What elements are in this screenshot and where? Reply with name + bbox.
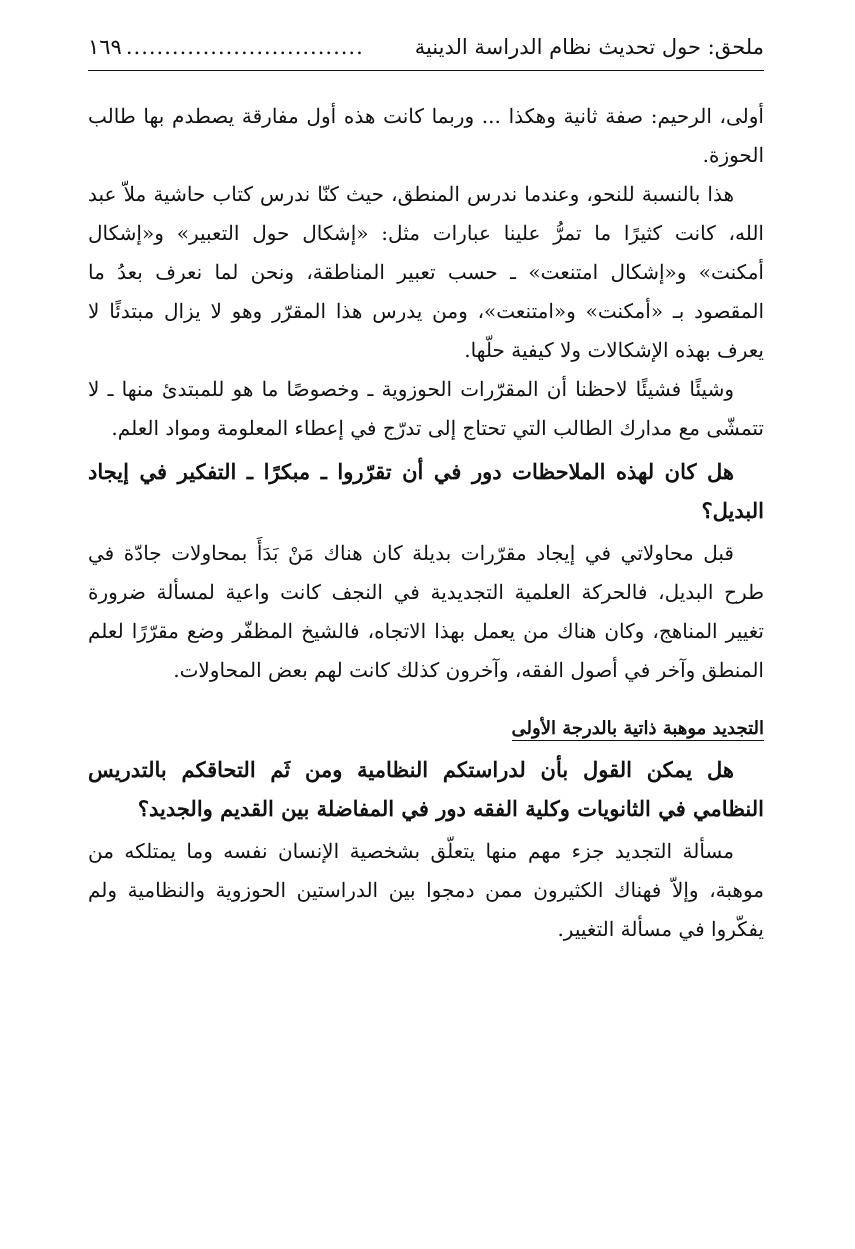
body-text bbox=[88, 97, 764, 949]
book-page bbox=[88, 28, 764, 949]
paragraph-4: قبل محاولاتي في إيجاد مقرّرات بديلة كان هناك مَنْ بَدَأَ بمحاولات جادّة في طرح البديل، فالحركة العلمية التجديدية في النجف كانت واعية لمسألة ضرورة تغيير المناهج، وكان هناك من يعمل بهذا الاتجاه، فالشيخ المظفّر وضع مقرّرًا لعلم المنطق وآخر في أصول الفقه، وآخرون كذلك كانت لهم بعض المحاولات. bbox=[88, 541, 764, 682]
section-heading-text: التجديد موهبة ذاتية بالدرجة الأولى bbox=[511, 718, 764, 739]
section-heading bbox=[88, 712, 764, 746]
running-header-dots: ............................... bbox=[125, 35, 364, 59]
header-divider bbox=[88, 70, 764, 71]
interview-question-1: هل كان لهذه الملاحظات دور في أن تقرّروا ـ مبكرًا ـ التفكير في إيجاد البديل؟ bbox=[88, 459, 764, 523]
paragraph-5: مسألة التجديد جزء مهم منها يتعلّق بشخصية الإنسان نفسه وما يمتلكه من موهبة، وإلاّ فهناك الكثيرون ممن دمجوا بين الدراستين الحوزوية والنظامية ولم يفكّروا في مسألة التغيير. bbox=[88, 839, 764, 941]
page-number: ١٦٩ bbox=[88, 35, 122, 59]
interview-question-2: هل يمكن القول بأن لدراستكم النظامية ومن ثَم التحاقكم بالتدريس النظامي في الثانويات وكلية الفقه دور في المفاضلة بين القديم والجديد؟ bbox=[88, 757, 764, 821]
paragraph-1: أولى، الرحيم: صفة ثانية وهكذا ... وربما كانت هذه أول مفارقة يصطدم بها طالب الحوزة. bbox=[88, 104, 764, 167]
paragraph-3: وشيئًا فشيئًا لاحظنا أن المقرّرات الحوزوية ـ وخصوصًا ما هو للمبتدئ منها ـ لا تتمشّى مع مدارك الطالب التي تحتاج إلى تدرّج في إعطاء المعلومة ومواد العلم. bbox=[88, 377, 764, 440]
running-header-title: ملحق: حول تحديث نظام الدراسة الدينية bbox=[414, 35, 764, 59]
paragraph-2: هذا بالنسبة للنحو، وعندما ندرس المنطق، حيث كنّا ندرس كتاب حاشية ملاّ عبد الله، كانت كثيرًا ما تمرُّ علينا عبارات مثل: «إشكال حول التعبير» و«إشكال أمكنت» و«إشكال امتنعت» ـ حسب تعبير المناطقة، ونحن لما نعرف بعدُ ما المقصود بـ «أمكنت» و«امتنعت»، ومن يدرس هذا المقرّر وهو لا يزال مبتدئًا لا يعرف بهذه الإشكالات ولا كيفية حلّها. bbox=[88, 182, 764, 362]
running-header bbox=[88, 28, 764, 66]
